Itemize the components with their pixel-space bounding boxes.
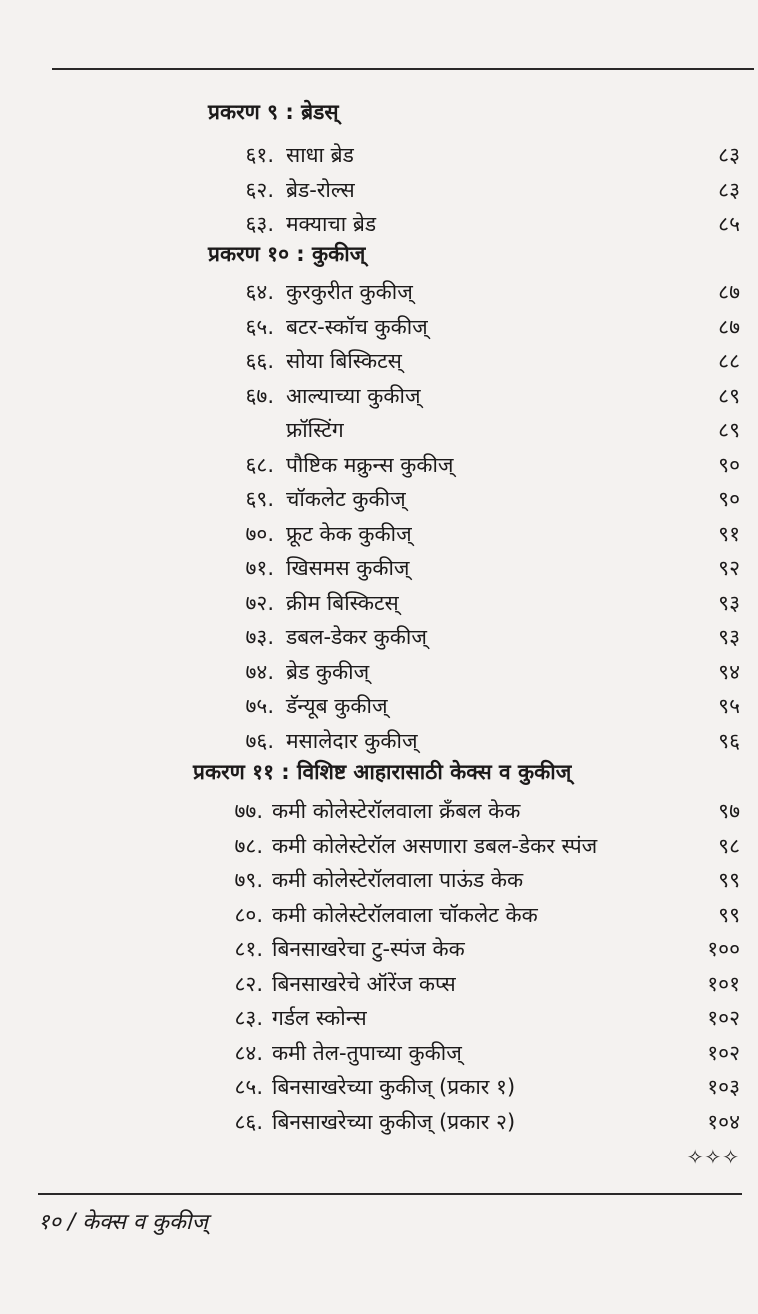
toc-entry-page: ९६	[718, 729, 740, 753]
toc-entry-page: ९५	[718, 694, 740, 718]
toc-row	[0, 481, 758, 517]
page-footer: १० / केक्स व कुकीज्	[38, 1210, 208, 1235]
toc-row	[0, 516, 758, 552]
chapter-heading-text: प्रकरण ११ : विशिष्ट आहारासाठी केक्स व कुकीज्	[193, 760, 572, 784]
toc-entry-title: कमी कोलेस्टेरॉल असणारा डबल-डेकर स्पंज	[272, 834, 598, 858]
toc-row	[0, 828, 758, 864]
toc-row	[0, 309, 758, 345]
toc-entry-number: ७२.	[245, 591, 274, 615]
toc-row	[0, 619, 758, 655]
toc-entry-number: ८०.	[234, 903, 263, 927]
toc-entry-page: ९९	[718, 903, 740, 927]
toc-entry-page: ८३	[718, 143, 740, 167]
toc-row	[0, 343, 758, 379]
toc-entry-page: ९४	[718, 660, 740, 684]
toc-row	[0, 1069, 758, 1105]
toc-entry-page: ९३	[718, 591, 740, 615]
toc-entry-number: ७०.	[245, 522, 274, 546]
toc-entry-number: ८६.	[234, 1110, 263, 1134]
toc-entry-title: मसालेदार कुकीज्	[286, 729, 418, 753]
toc-entry-page: १०२	[707, 1006, 740, 1030]
toc-entry-page: ८८	[718, 349, 740, 373]
toc-row	[0, 966, 758, 1002]
toc-row	[0, 550, 758, 586]
toc-entry-number: ७६.	[245, 729, 274, 753]
toc-entry-page: १०३	[707, 1075, 740, 1099]
toc-row	[0, 172, 758, 208]
chapter-heading	[0, 754, 758, 790]
toc-entry-title: डबल-डेकर कुकीज्	[286, 625, 427, 649]
toc-entry-title: बिनसाखरेच्या कुकीज् (प्रकार २)	[272, 1110, 516, 1134]
toc-entry-number: ६२.	[245, 178, 274, 202]
toc-entry-page: ८७	[718, 315, 740, 339]
toc-entry-title: डॅन्यूब कुकीज्	[286, 694, 388, 718]
toc-entry-number: ७८.	[234, 834, 263, 858]
toc-row	[0, 793, 758, 829]
toc-entry-number: ८२.	[234, 972, 263, 996]
toc-entry-number: ६३.	[245, 212, 274, 236]
toc-entry-title: खिसमस कुकीज्	[286, 556, 410, 580]
toc-entry-number: ८४.	[234, 1041, 263, 1065]
toc-entry-page: ९०	[718, 487, 740, 511]
toc-row	[0, 862, 758, 898]
toc-entry-page: ८९	[718, 418, 740, 442]
toc-entry-page: ८९	[718, 384, 740, 408]
toc-entry-page: १०२	[707, 1041, 740, 1065]
toc-row	[0, 897, 758, 933]
toc-entry-number: ६५.	[245, 315, 274, 339]
toc-row	[0, 274, 758, 310]
toc-row	[0, 585, 758, 621]
ornament-glyphs: ✧✧✧	[686, 1145, 740, 1169]
toc-entry-number: ६८.	[245, 453, 274, 477]
toc-entry-page: ८५	[718, 212, 740, 236]
toc-entry-title: कमी कोलेस्टेरॉलवाला क्रॅंबल केक	[272, 799, 521, 823]
toc-entry-title: फ्रूट केक कुकीज्	[286, 522, 412, 546]
toc-entry-title: ब्रेड-रोल्स	[286, 178, 355, 202]
toc-entry-page: ८७	[718, 280, 740, 304]
toc-entry-title: ब्रेड कुकीज्	[286, 660, 370, 684]
toc-entry-title: सोया बिस्किटस्	[286, 349, 402, 373]
toc-entry-number: ७३.	[245, 625, 274, 649]
toc-entry-page: ९७	[718, 799, 740, 823]
toc-row	[0, 412, 758, 448]
top-rule	[52, 68, 754, 70]
toc-entry-title: पौष्टिक मक्रुन्स कुकीज्	[286, 453, 454, 477]
toc-entry-number: ७७.	[234, 799, 263, 823]
toc-entry-page: ९२	[718, 556, 740, 580]
toc-entry-title: मक्याचा ब्रेड	[286, 212, 377, 236]
toc-entry-number: ८३.	[234, 1006, 263, 1030]
toc-entry-page: १००	[707, 937, 740, 961]
toc-row	[0, 931, 758, 967]
toc-entry-title: क्रीम बिस्किटस्	[286, 591, 399, 615]
toc-entry-number: ७४.	[245, 660, 274, 684]
toc-entry-number: ६४.	[245, 280, 274, 304]
toc-entry-page: १०१	[707, 972, 740, 996]
toc-row	[0, 1000, 758, 1036]
toc-row	[0, 654, 758, 690]
toc-entry-title: आल्याच्या कुकीज्	[286, 384, 421, 408]
toc-entry-title: कमी तेल-तुपाच्या कुकीज्	[272, 1041, 462, 1065]
toc-entry-title: बिनसाखरेच्या कुकीज् (प्रकार १)	[272, 1075, 516, 1099]
chapter-heading	[0, 236, 758, 272]
toc-entry-page: ८३	[718, 178, 740, 202]
toc-entry-page: ९८	[718, 834, 740, 858]
toc-entry-number: ६७.	[245, 384, 274, 408]
toc-entry-page: ९०	[718, 453, 740, 477]
toc-entry-page: १०४	[707, 1110, 740, 1134]
toc-entry-title: गर्डल स्कोन्स	[272, 1006, 367, 1030]
toc-entry-number: ६६.	[245, 349, 274, 373]
bottom-rule	[38, 1193, 742, 1195]
toc-entry-title: बटर-स्कॉच कुकीज्	[286, 315, 428, 339]
chapter-heading	[0, 94, 758, 130]
toc-row	[0, 378, 758, 414]
toc-entry-page: ९३	[718, 625, 740, 649]
toc-entry-title: साधा ब्रेड	[286, 143, 354, 167]
toc-entry-number: ७९.	[234, 868, 263, 892]
toc-entry-page: ९९	[718, 868, 740, 892]
toc-row	[0, 1035, 758, 1071]
toc-entry-title: चॉकलेट कुकीज्	[286, 487, 406, 511]
toc-row	[0, 1104, 758, 1140]
toc-row	[0, 447, 758, 483]
toc-entry-page: ९१	[718, 522, 740, 546]
toc-row	[0, 688, 758, 724]
toc-entry-number: ६१.	[245, 143, 274, 167]
toc-entry-title: कुरकुरीत कुकीज्	[286, 280, 413, 304]
toc-entry-title: बिनसाखरेचे ऑरेंज कप्स	[272, 972, 456, 996]
toc-entry-number: ८१.	[234, 937, 263, 961]
toc-entry-title: फ्रॉस्टिंग	[286, 418, 344, 442]
chapter-heading-text: प्रकरण ९ : ब्रेडस्	[208, 100, 339, 124]
toc-entry-number: ७१.	[245, 556, 274, 580]
toc-entry-title: कमी कोलेस्टेरॉलवाला चॉकलेट केक	[272, 903, 538, 927]
toc-entry-number: ८५.	[234, 1075, 263, 1099]
chapter-heading-text: प्रकरण १० : कुकीज्	[208, 242, 366, 266]
toc-entry-title: कमी कोलेस्टेरॉलवाला पाऊंड केक	[272, 868, 524, 892]
toc-entry-title: बिनसाखरेचा टु-स्पंज केक	[272, 937, 465, 961]
toc-entry-number: ७५.	[245, 694, 274, 718]
toc-entry-number: ६९.	[245, 487, 274, 511]
toc-row	[0, 137, 758, 173]
